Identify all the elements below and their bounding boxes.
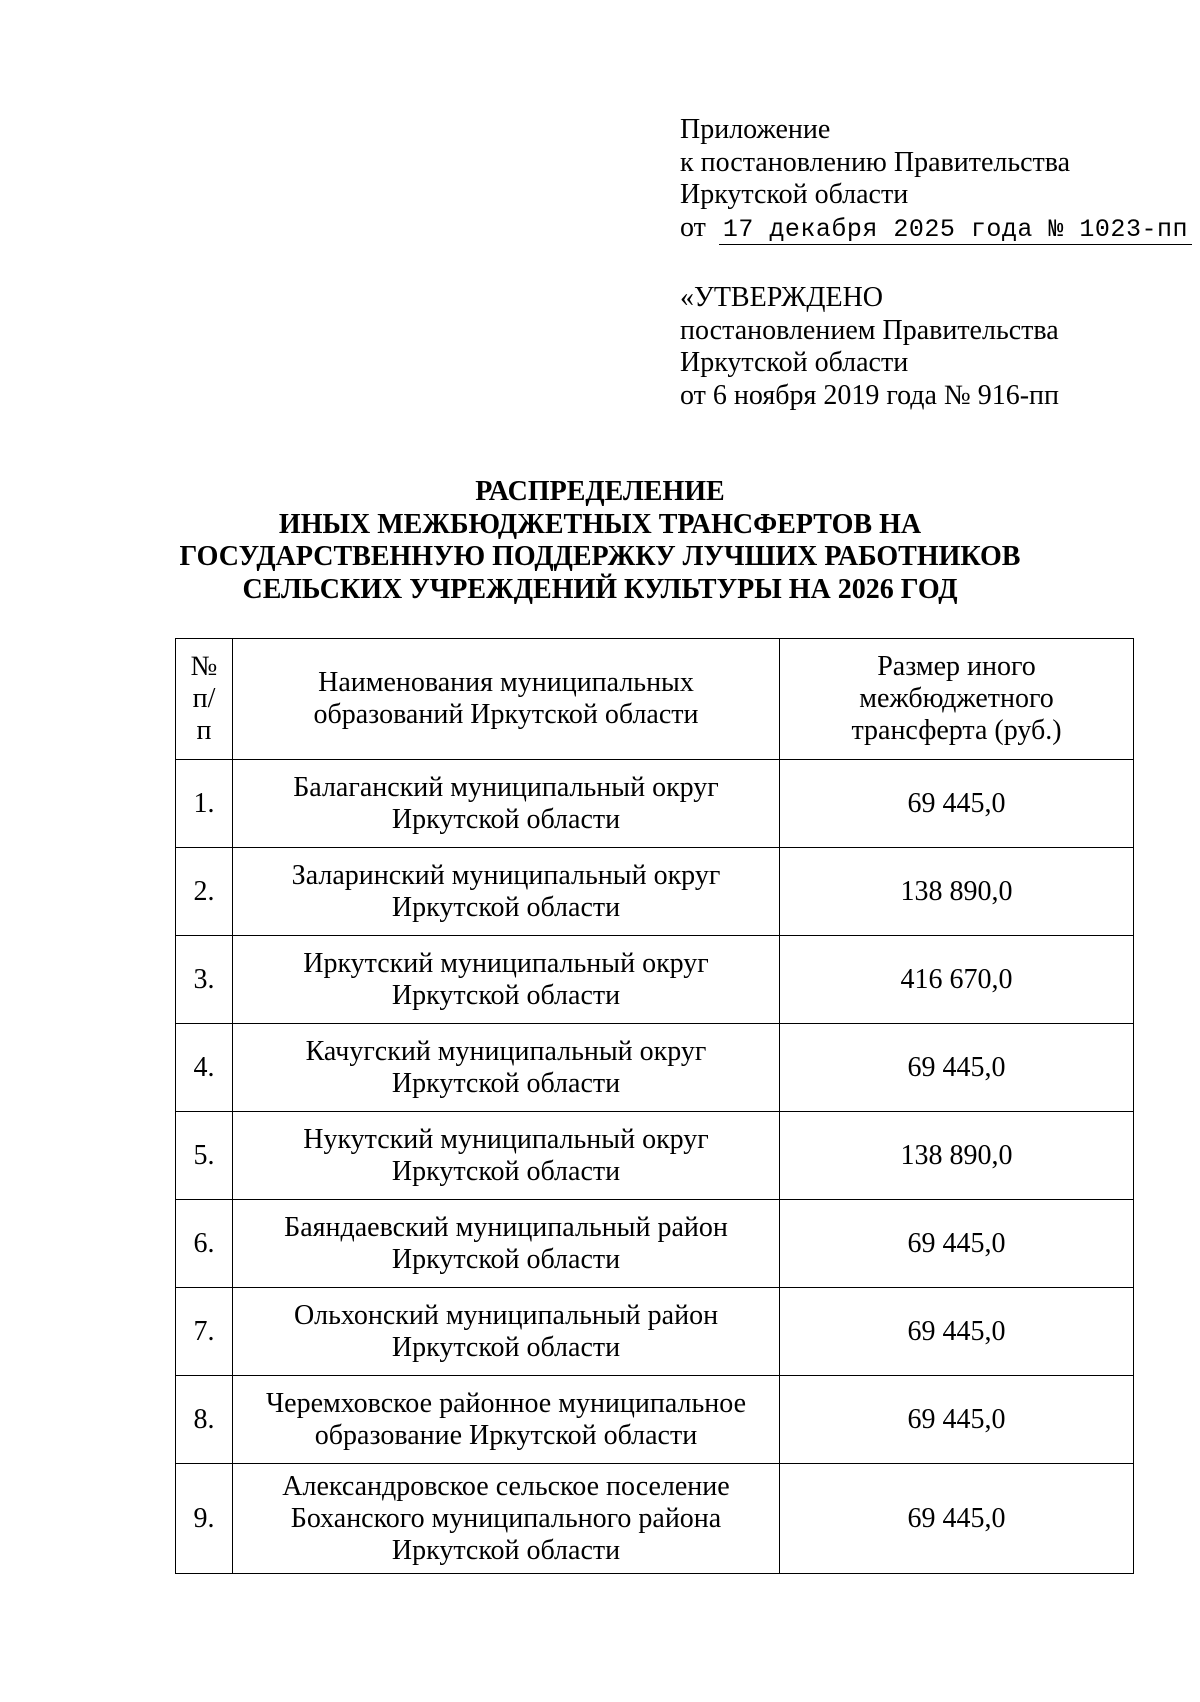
appendix-line-2-right: Правительства: [893, 146, 1071, 178]
row-name: [233, 1376, 780, 1464]
table-row: [176, 760, 1134, 848]
row-name-line-2: Иркутской области: [391, 979, 621, 1011]
header-name-line-2: образований Иркутской области: [313, 699, 699, 730]
row-number: 8.: [176, 1376, 233, 1464]
appendix-line-3: Иркутской области: [680, 179, 909, 210]
header-amount-line-1: Размер иного: [877, 651, 1036, 682]
row-amount: 138 890,0: [780, 848, 1134, 936]
heading-line-3: ГОСУДАРСТВЕННУЮ ПОДДЕРЖКУ ЛУЧШИХ РАБОТНИКОВ: [179, 541, 1021, 572]
heading-line-4: СЕЛЬСКИХ УЧРЕЖДЕНИЙ КУЛЬТУРЫ НА 2026 ГОД: [242, 573, 958, 605]
document-heading: [0, 476, 1200, 606]
row-number: 9.: [176, 1464, 233, 1574]
appendix-date-prefix: от: [680, 211, 706, 243]
header-amount-line-2: межбюджетного: [859, 683, 1054, 714]
row-amount: 416 670,0: [780, 936, 1134, 1024]
table-row: [176, 1288, 1134, 1376]
row-name-line-1: Качугский муниципальный округ: [305, 1035, 707, 1067]
header-number-line-1: №: [190, 651, 218, 682]
header-number: [176, 639, 233, 760]
row-name-line-2: Иркутской области: [391, 1331, 621, 1363]
table-row: [176, 1376, 1134, 1464]
approved-line-4: от 6 ноября 2019 года № 916-пп: [680, 379, 1059, 411]
appendix-date-line: [680, 211, 1188, 245]
row-number: 5.: [176, 1112, 233, 1200]
row-number: 3.: [176, 936, 233, 1024]
row-name-line-2: Иркутской области: [391, 891, 621, 923]
approved-title: «УТВЕРЖДЕНО: [680, 282, 884, 313]
table-header-row: [176, 639, 1134, 760]
approved-line-2-left: постановлением: [680, 314, 876, 346]
approved-line-2: [680, 315, 1120, 348]
table-row: [176, 1464, 1134, 1574]
appendix-line-2: [680, 147, 1120, 180]
heading-line-1: РАСПРЕДЕЛЕНИЕ: [475, 476, 725, 507]
row-name-line-2: образование Иркутской области: [314, 1419, 698, 1451]
approved-line-3: Иркутской области: [680, 347, 909, 378]
row-amount: 69 445,0: [780, 1024, 1134, 1112]
row-name-line-1: Балаганский муниципальный округ: [293, 771, 719, 803]
distribution-table: [175, 638, 1134, 1574]
row-name-line-1: Заларинский муниципальный округ: [291, 859, 721, 891]
row-name: [233, 1024, 780, 1112]
row-name-line-1: Баяндаевский муниципальный район: [284, 1211, 728, 1243]
row-name: [233, 1200, 780, 1288]
row-name-line-2: Иркутской области: [391, 803, 621, 835]
heading-line-2: ИНЫХ МЕЖБЮДЖЕТНЫХ ТРАНСФЕРТОВ НА: [278, 508, 922, 540]
row-name: [233, 1464, 780, 1574]
row-name: [233, 1112, 780, 1200]
approved-line-2-right: Правительства: [882, 314, 1059, 346]
header-number-line-2: п/п: [192, 683, 216, 746]
row-amount: 138 890,0: [780, 1112, 1134, 1200]
row-name-line-1: Черемховское районное муниципальное: [265, 1387, 747, 1419]
row-name-line-2: Боханского муниципального района: [290, 1502, 722, 1534]
header-amount-line-3: трансферта (руб.): [851, 715, 1062, 746]
appendix-line-2-mid: постановлению: [700, 146, 887, 178]
table-row: [176, 936, 1134, 1024]
row-name: [233, 1288, 780, 1376]
row-name-line-2: Иркутской области: [391, 1243, 621, 1275]
approved-block: [680, 282, 1120, 412]
row-number: 4.: [176, 1024, 233, 1112]
row-name-line-2: Иркутской области: [391, 1067, 621, 1099]
row-number: 1.: [176, 760, 233, 848]
appendix-date-filled: 17 декабря 2025 года № 1023-пп: [719, 215, 1192, 245]
row-name-line-3: Иркутской области: [391, 1534, 621, 1566]
header-name-line-1: Наименования муниципальных: [318, 667, 694, 698]
table-row: [176, 1024, 1134, 1112]
row-name: [233, 848, 780, 936]
row-amount: 69 445,0: [780, 1464, 1134, 1574]
row-name-line-1: Александровское сельское поселение: [282, 1470, 730, 1502]
row-name-line-2: Иркутской области: [391, 1155, 621, 1187]
row-name: [233, 760, 780, 848]
row-number: 7.: [176, 1288, 233, 1376]
header-name: [233, 639, 780, 760]
row-amount: 69 445,0: [780, 760, 1134, 848]
appendix-line-2-left: к: [680, 146, 694, 178]
appendix-title: Приложение: [680, 114, 831, 145]
table-row: [176, 848, 1134, 936]
appendix-block: [680, 114, 1188, 412]
row-number: 2.: [176, 848, 233, 936]
header-amount: [780, 639, 1134, 760]
table-row: [176, 1200, 1134, 1288]
table-row: [176, 1112, 1134, 1200]
row-name: [233, 936, 780, 1024]
row-number: 6.: [176, 1200, 233, 1288]
row-name-line-1: Нукутский муниципальный округ: [303, 1123, 709, 1155]
row-amount: 69 445,0: [780, 1376, 1134, 1464]
row-name-line-1: Иркутский муниципальный округ: [303, 947, 709, 979]
row-name-line-1: Ольхонский муниципальный район: [293, 1299, 719, 1331]
row-amount: 69 445,0: [780, 1288, 1134, 1376]
row-amount: 69 445,0: [780, 1200, 1134, 1288]
